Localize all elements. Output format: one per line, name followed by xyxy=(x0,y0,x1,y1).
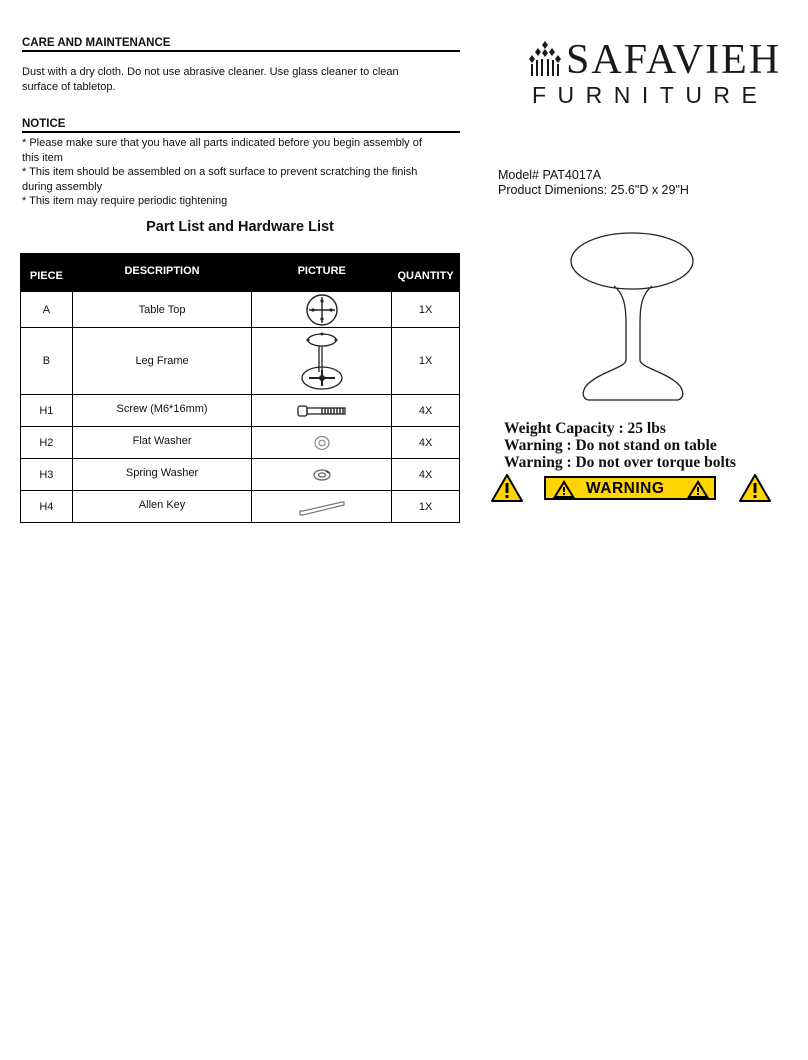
warning-banner-label: WARNING xyxy=(586,480,665,497)
notice-line: * Please make sure that you have all parts indicated before you begin assembly of xyxy=(22,137,422,149)
notice-line: * This item should be assembled on a soft surface to prevent scratching the finish xyxy=(22,166,418,178)
product-info xyxy=(498,168,689,198)
table-row xyxy=(21,491,460,523)
parts-table-header xyxy=(21,254,460,292)
warning-triangle-icon xyxy=(686,479,710,499)
model-number: Model# PAT4017A xyxy=(498,168,602,182)
row-piece: H2 xyxy=(21,427,73,459)
brand-name: SAFAVIEH xyxy=(566,37,782,83)
notice-line: this item xyxy=(22,151,63,164)
allen-key-icon xyxy=(296,497,348,517)
parts-table-title: Part List and Hardware List xyxy=(146,219,334,235)
notice-line: during assembly xyxy=(22,180,103,193)
row-quantity: 1X xyxy=(392,292,460,328)
care-text xyxy=(22,65,452,94)
row-quantity: 4X xyxy=(392,395,460,427)
notice-heading: NOTICE xyxy=(22,118,460,133)
header-picture: PICTURE xyxy=(252,254,392,292)
row-quantity: 4X xyxy=(392,459,460,491)
row-description: Spring Washer xyxy=(72,459,252,491)
row-picture xyxy=(252,395,392,427)
row-quantity: 1X xyxy=(392,491,460,523)
warning-banner xyxy=(544,476,716,500)
row-piece: H4 xyxy=(21,491,73,523)
table-row xyxy=(21,427,460,459)
care-line-2: surface of tabletop. xyxy=(22,80,116,93)
warning-torque: Warning : Do not over torque bolts xyxy=(504,454,736,471)
row-picture xyxy=(252,328,392,395)
row-picture xyxy=(252,491,392,523)
row-description: Allen Key xyxy=(72,491,252,523)
row-picture xyxy=(252,459,392,491)
care-heading: CARE AND MAINTENANCE xyxy=(22,37,460,52)
header-piece: PIECE xyxy=(21,254,73,292)
row-quantity: 4X xyxy=(392,427,460,459)
table-row xyxy=(21,292,460,328)
leg-frame-icon xyxy=(299,330,345,392)
table-top-icon xyxy=(302,293,342,327)
header-quantity: QUANTITY xyxy=(392,254,460,292)
parts-table xyxy=(20,253,460,523)
row-piece: B xyxy=(21,328,73,395)
table-row xyxy=(21,395,460,427)
row-piece: H1 xyxy=(21,395,73,427)
notice-text xyxy=(22,136,452,209)
row-quantity: 1X xyxy=(392,328,460,395)
row-description: Table Top xyxy=(72,292,252,328)
flat-washer-icon xyxy=(312,434,332,452)
header-description: DESCRIPTION xyxy=(72,254,252,292)
brand-subtitle: FURNITURE xyxy=(532,82,769,108)
warning-triangle-icon xyxy=(552,479,576,499)
row-description: Leg Frame xyxy=(72,328,252,395)
row-piece: A xyxy=(21,292,73,328)
warning-stand: Warning : Do not stand on table xyxy=(504,437,717,454)
brand-logo-icon xyxy=(528,40,562,78)
product-dimensions: Product Dimenions: 25.6"D x 29"H xyxy=(498,183,689,197)
row-description: Screw (M6*16mm) xyxy=(72,395,252,427)
notice-line: * This item may require periodic tightening xyxy=(22,195,228,207)
care-line-1: Dust with a dry cloth. Do not use abrasive cleaner. Use glass cleaner to clean xyxy=(22,66,399,78)
spring-washer-icon xyxy=(311,467,333,483)
warning-triangle-icon xyxy=(490,473,524,503)
warning-triangle-icon xyxy=(738,473,772,503)
weight-capacity: Weight Capacity : 25 lbs xyxy=(504,420,666,437)
table-row xyxy=(21,328,460,395)
row-piece: H3 xyxy=(21,459,73,491)
screw-icon xyxy=(296,403,348,419)
table-illustration xyxy=(568,228,698,404)
row-picture xyxy=(252,292,392,328)
row-description: Flat Washer xyxy=(72,427,252,459)
row-picture xyxy=(252,427,392,459)
table-row xyxy=(21,459,460,491)
